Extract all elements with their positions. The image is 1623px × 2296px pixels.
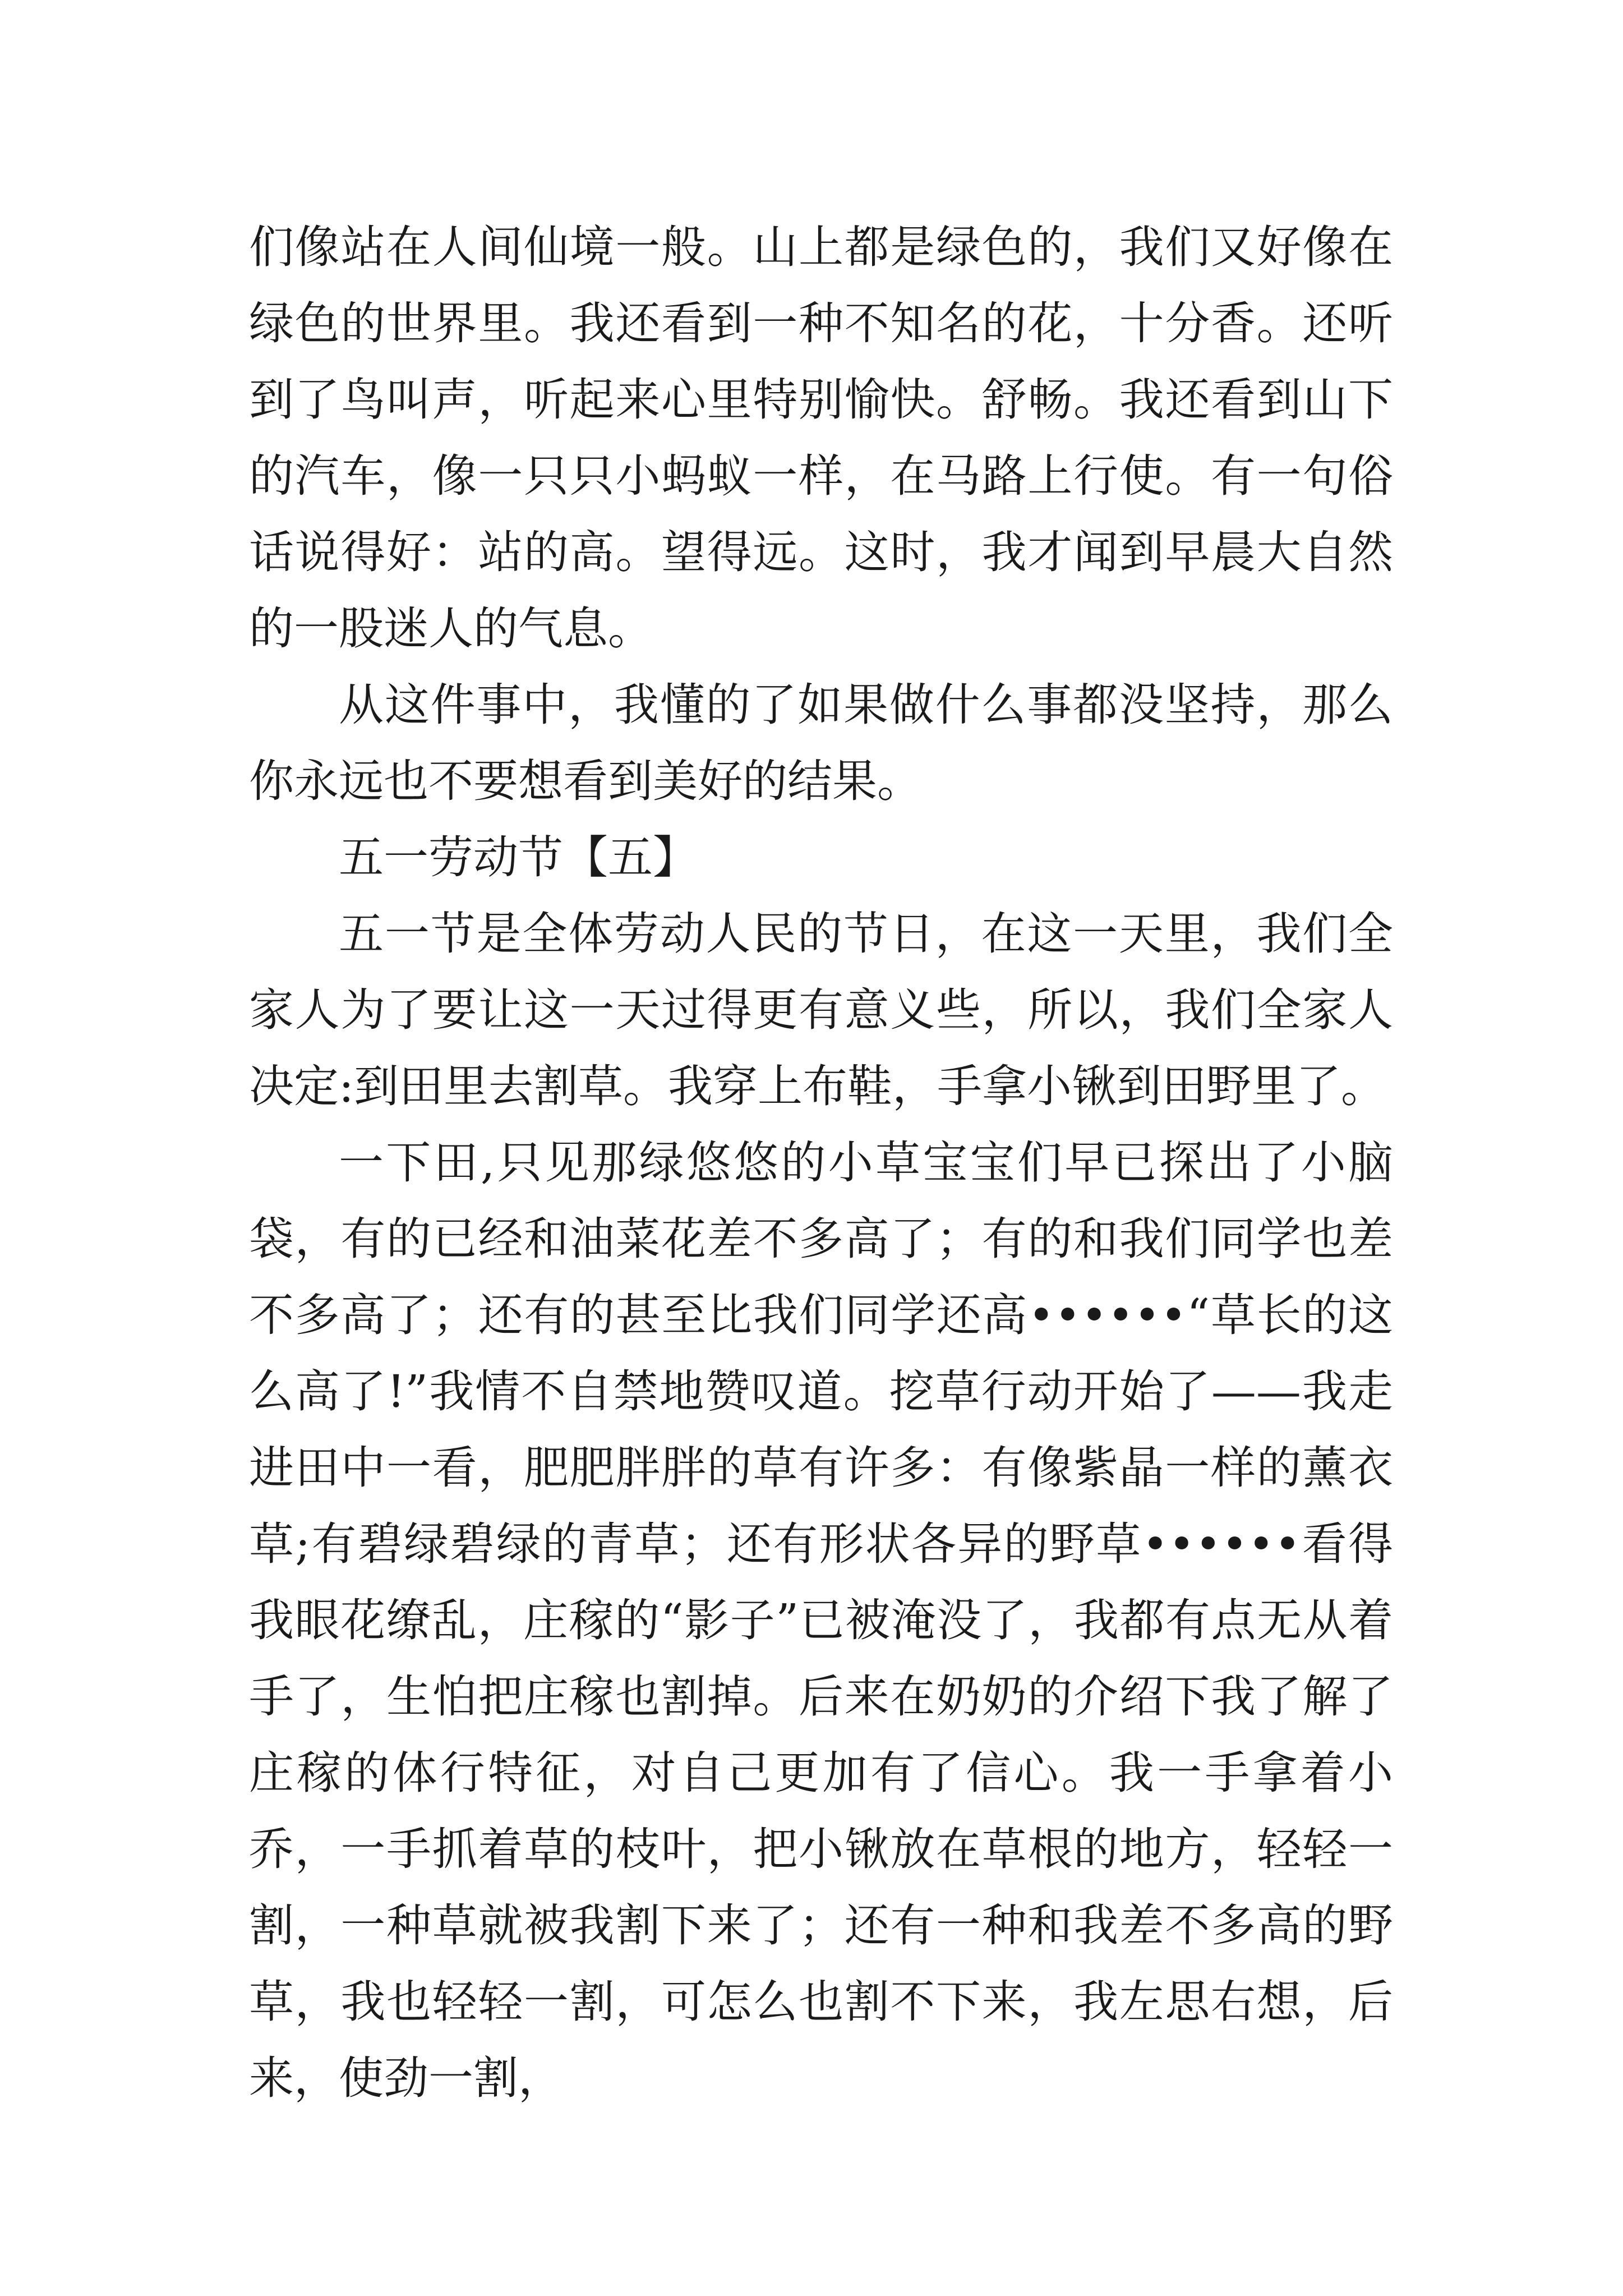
paragraph-continuation: 们像站在人间仙境一般。山上都是绿色的，我们又好像在绿色的世界里。我还看到一种不知名的花，十分香。还听到了鸟叫声，听起来心里特别愉快。舒畅。我还看到山下的汽车，像一只只小蚂蚁一样，在马路上行使。有一句俗话说得好：站的高。望得远。这时，我才闻到早晨大自然的一股迷人的气息。	[249, 221, 1393, 655]
section-heading: 五一劳动节【五】	[339, 831, 698, 884]
paragraph-main: 一下田,只见那绿悠悠的小草宝宝们早已探出了小脑袋，有的已经和油菜花差不多高了；有的和我们同学也差不多高了；还有的甚至比我们同学还高••••••“草长的这么高了!”我情不自禁地赞叹道。挖草行动开始了——我走进田中一看，肥肥胖胖的草有许多：有像紫晶一样的薰衣草;有碧绿碧绿的青草；还有形状各异的野草••••••看得我眼花缭乱，庄稼的“影子”已被淹没了，我都有点无从着手了，生怕把庄稼也割掉。后来在奶奶的介绍下我了解了庄稼的体行特征，对自己更加有了信心。我一手拿着小乔，一手抓着草的枝叶，把小锹放在草根的地方，轻轻一割，一种草就被我割下来了；还有一种和我差不多高的野草，我也轻轻一割，可怎么也割不下来，我左思右想，后来，使劲一割，	[249, 1137, 1393, 2104]
paragraph-intro: 五一节是全体劳动人民的节日，在这一天里，我们全家人为了要让这一天过得更有意义些，所以，我们全家人决定:到田里去割草。我穿上布鞋，手拿小锹到田野里了。	[249, 908, 1393, 1112]
document-body	[249, 209, 1393, 2116]
paragraph-conclusion: 从这件事中，我懂的了如果做什么事都没坚持，那么你永远也不要想看到美好的结果。	[249, 679, 1393, 807]
